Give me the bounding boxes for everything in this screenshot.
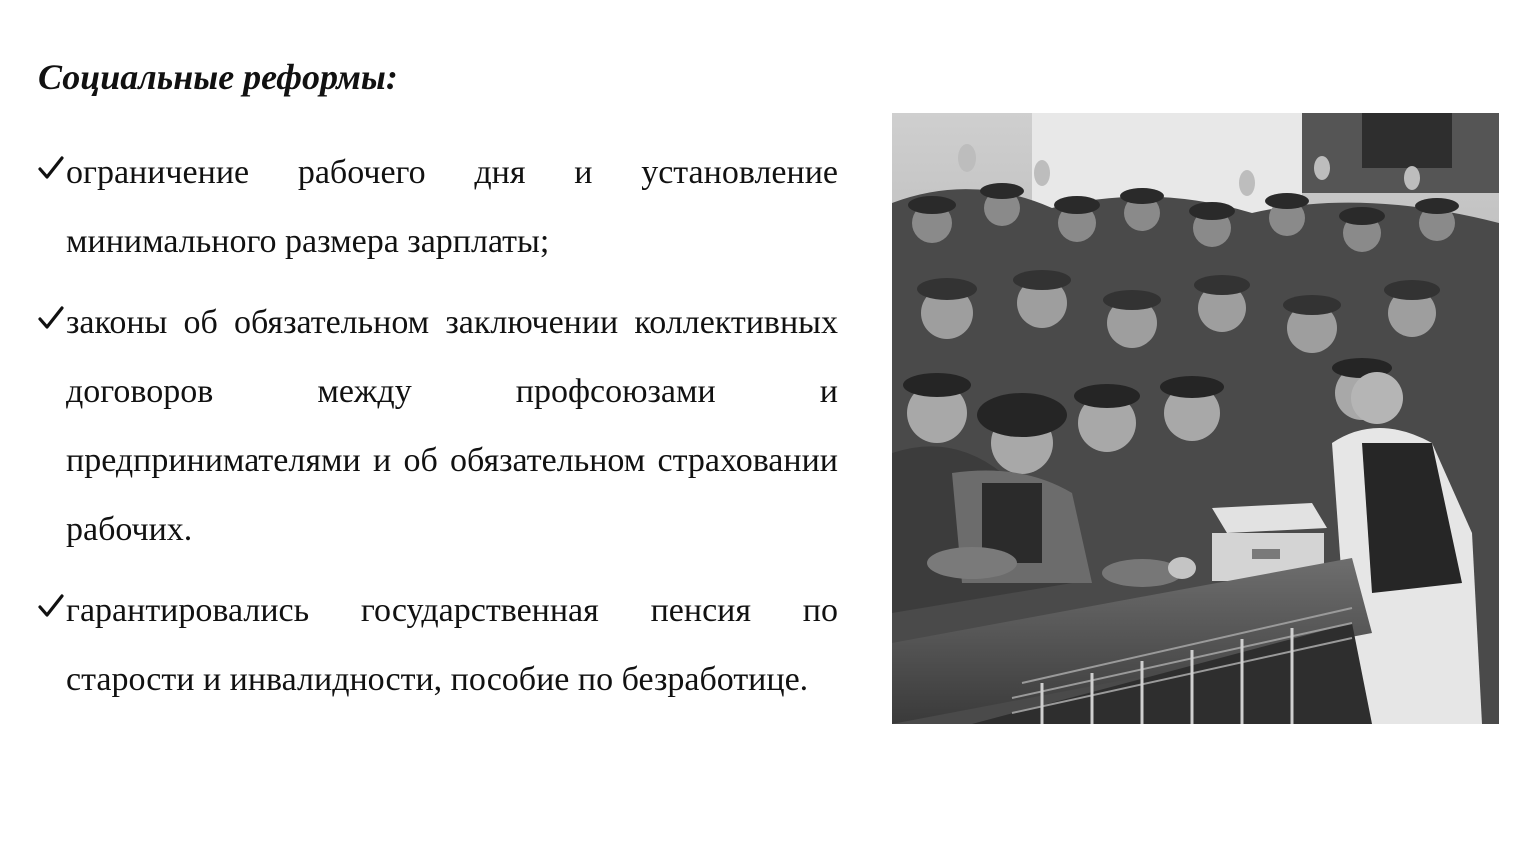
- bullet-text: гарантировались государственная пенсия по старости и инвалидности, пособие по безработице.: [66, 592, 838, 698]
- checkmark-icon: [36, 288, 66, 357]
- checkmark-icon: [36, 576, 66, 645]
- bullet-text: ограничение рабочего дня и установление минимального размера зарплаты;: [66, 154, 838, 260]
- bullet-item: [36, 138, 838, 276]
- slide-title: Социальные реформы:: [38, 57, 398, 97]
- historical-photo: [892, 113, 1499, 724]
- checkmark-icon: [36, 138, 66, 207]
- bullet-text: законы об обязательном заключении коллективных договоров между профсоюзами и предпринимателями и об обязательном страховании рабочих.: [66, 304, 838, 548]
- bullet-list: [36, 138, 838, 714]
- bullet-item: [36, 576, 838, 714]
- bullet-item: [36, 288, 838, 564]
